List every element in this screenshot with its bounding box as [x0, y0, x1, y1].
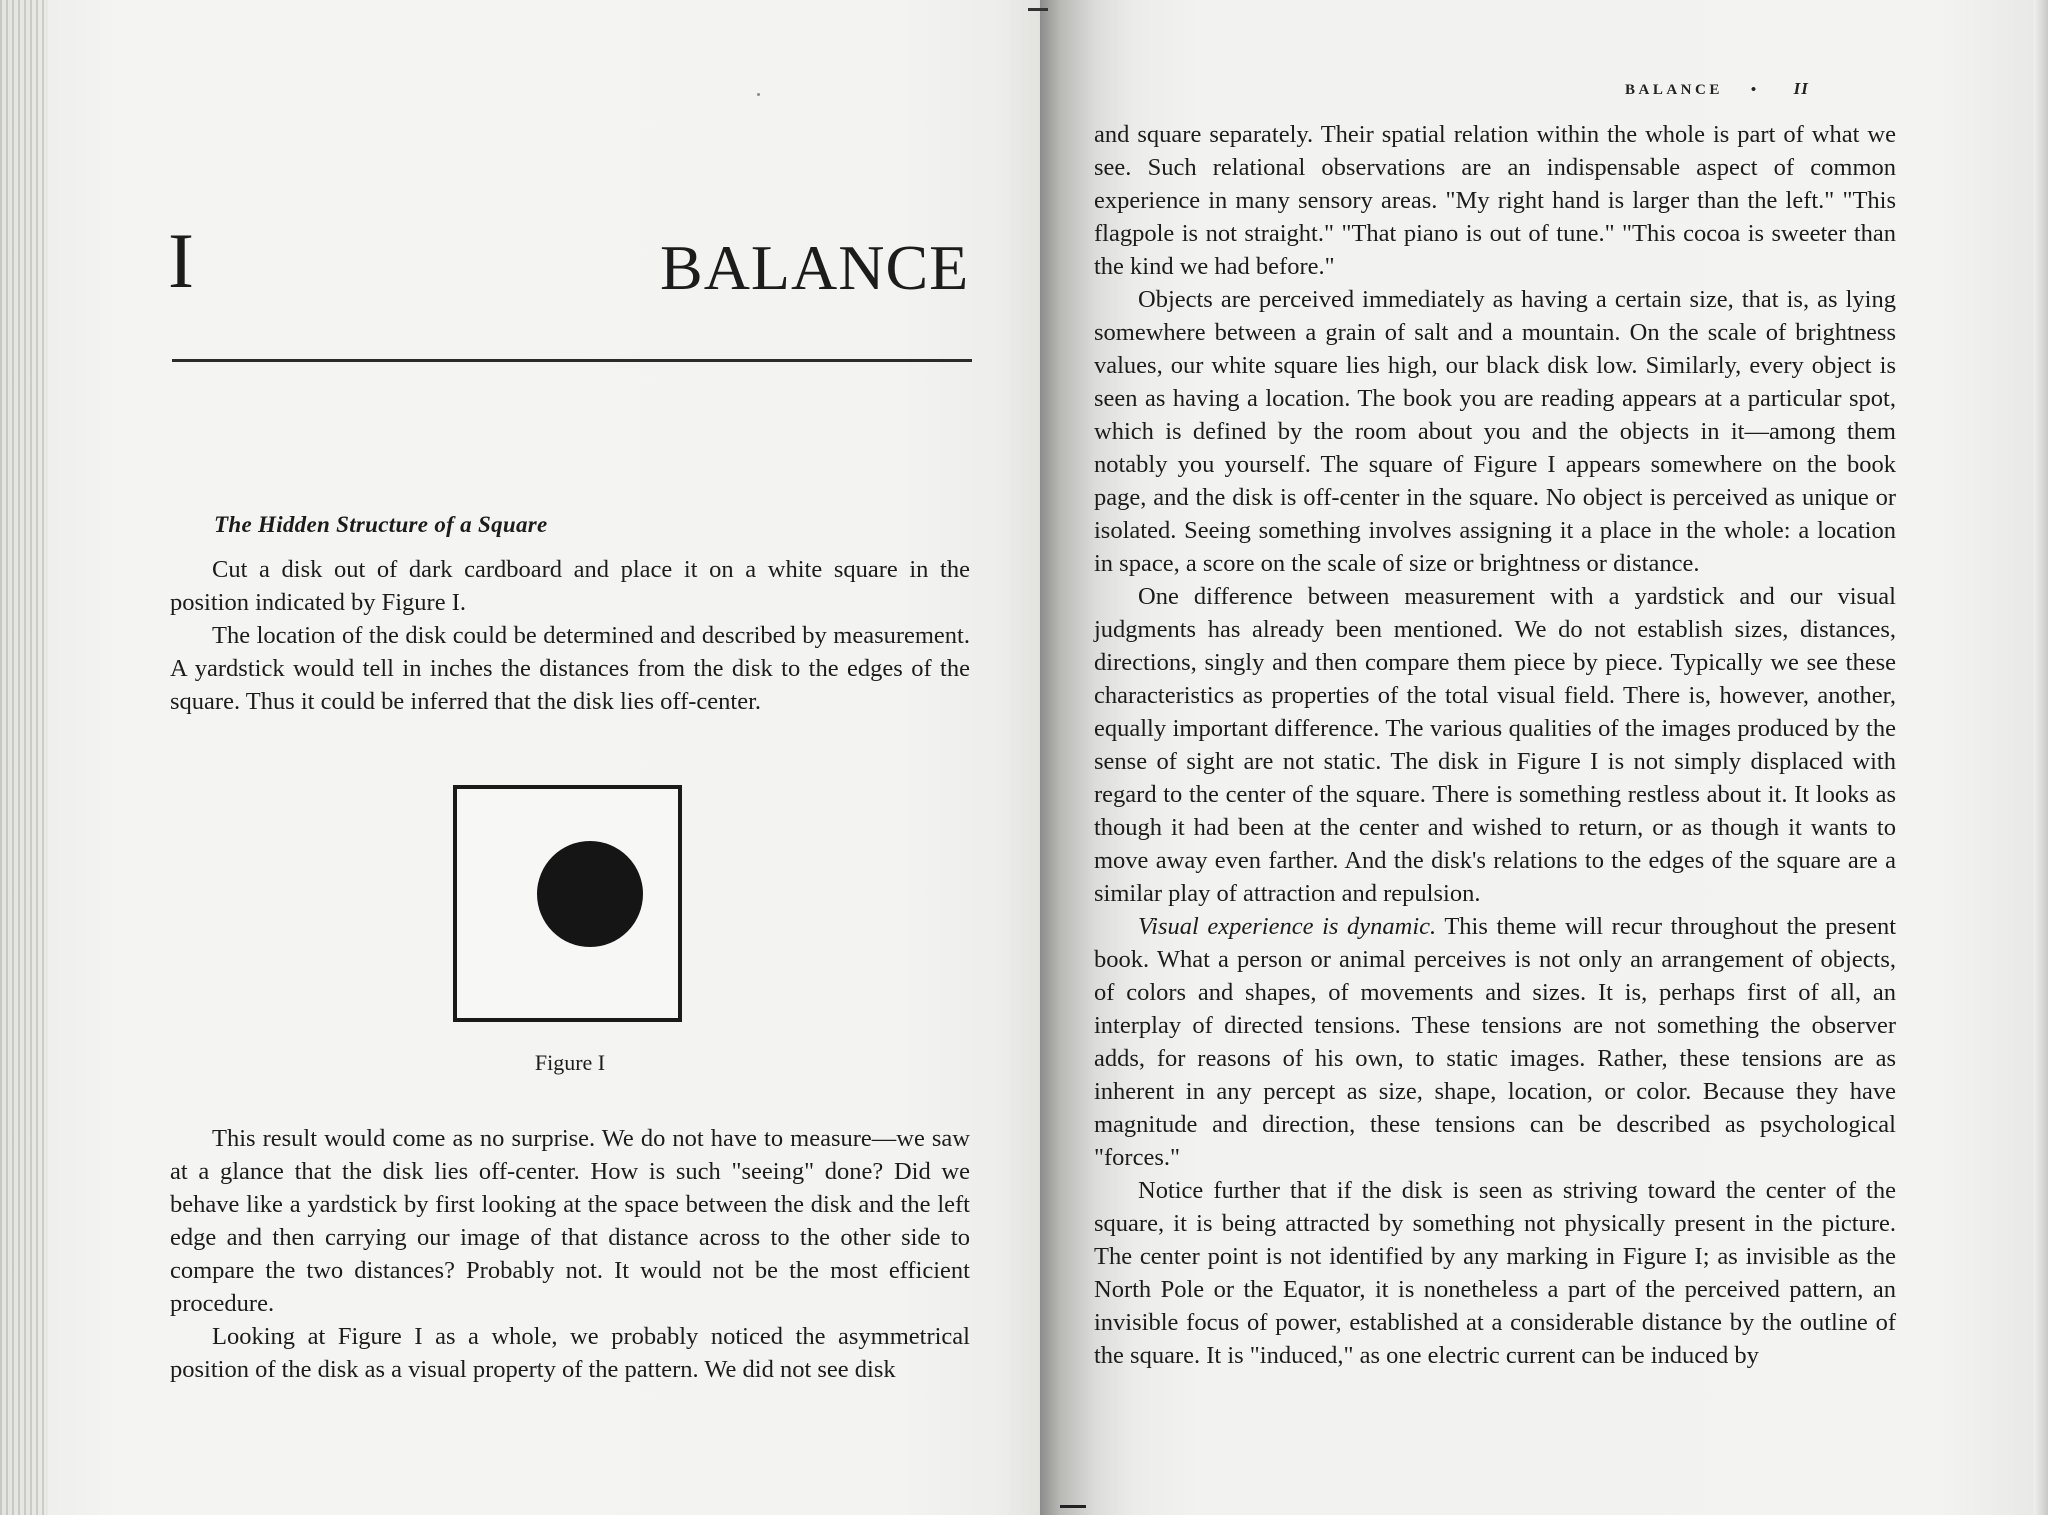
- paragraph: and square separately. Their spatial relation within the whole is part of what we see. Such relational observations are an indispensable aspect of common experience in many sensory areas. "My right hand is larger than the left." "This flagpole is not straight." "That piano is out of tune." "This cocoa is sweeter than the kind we had before.": [1094, 121, 1896, 280]
- section-subhead: The Hidden Structure of a Square: [214, 512, 548, 537]
- running-head-bullet: •: [1750, 82, 1760, 98]
- figure-disk: [537, 841, 643, 947]
- chapter-rule: [172, 359, 972, 362]
- right-text-block: [1094, 118, 1896, 1372]
- paragraph-rest: This theme will recur throughout the present book. What a person or animal perceives is not only an arrangement of objects, of colors and shapes, of movements and sizes. It is, perhaps first of all, an interplay of directed tensions. These tensions are not something the observer adds, for reasons of his own, to static images. Rather, these tensions are as inherent in any percept as size, shape, location, or color. Because they have magnitude and direction, these tensions can be described as psychological "forces.": [1094, 913, 1897, 1171]
- running-head-title: BALANCE: [1625, 82, 1723, 98]
- chapter-number: I: [168, 217, 194, 304]
- left-text-block-top: [170, 508, 970, 718]
- page-edge-stack: [0, 0, 48, 1515]
- gutter-mark: [1028, 8, 1048, 11]
- paragraph: Looking at Figure I as a whole, we probably noticed the asymmetrical position of the disk as a visual property of the pattern. We did not see disk: [170, 1323, 970, 1383]
- figure-caption: Figure I: [534, 1050, 606, 1075]
- paragraph: Notice further that if the disk is seen as striving toward the center of the square, it is being attracted by something not physically present in the picture. The center point is not identified by any marking in Figure I; as invisible as the North Pole or the Equator, it is nonetheless a part of the perceived pattern, an invisible focus of power, established at a considerable distance by the outline of the square. It is "induced," as one electric current can be induced by: [1094, 1177, 1896, 1369]
- page-number: II: [1793, 79, 1809, 98]
- gutter-mark-bottom: [1060, 1505, 1086, 1508]
- paragraph: The location of the disk could be determined and described by measurement. A yardstick would tell in inches the distances from the disk to the edges of the square. Thus it could be inferred that the disk lies off-center.: [170, 622, 970, 715]
- paragraph-dynamic: [1094, 910, 1896, 1174]
- right-page-edge: [2034, 0, 2048, 1515]
- paragraph: Cut a disk out of dark cardboard and place it on a white square in the position indicated by Figure I.: [170, 556, 970, 616]
- italic-lead: Visual experience is dynamic.: [1138, 913, 1437, 940]
- paragraph: This result would come as no surprise. We do not have to measure—we saw at a glance that the disk lies off-center. How is such "seeing" done? Did we behave like a yardstick by first looking at the space between the disk and the left edge and then carrying our image of that distance across to the other side to compare the two distances? Probably not. It would not be the most efficient procedure.: [170, 1125, 970, 1317]
- left-text-block-bottom: [170, 1122, 970, 1386]
- chapter-title: BALANCE: [660, 232, 970, 303]
- paragraph: Objects are perceived immediately as having a certain size, that is, as lying somewhere between a grain of salt and a mountain. On the scale of brightness values, our white square lies high, our black disk low. Similarly, every object is seen as having a location. The book you are reading appears at a particular spot, which is defined by the room about you and the objects in it—among them notably you yourself. The square of Figure I appears somewhere on the book page, and the disk is off-center in the square. No object is perceived as unique or isolated. Seeing something involves assigning it a place in the whole: a location in space, a score on the scale of size or brightness or distance.: [1094, 286, 1896, 577]
- page-speck: [757, 93, 760, 96]
- paragraph: One difference between measurement with a yardstick and our visual judgments has already been mentioned. We do not establish sizes, distances, directions, singly and then compare them piece by piece. Typically we see these characteristics as properties of the total visual field. There is, however, another, equally important difference. The various qualities of the images produced by the sense of sight are not static. The disk in Figure I is not simply displaced with regard to the center of the square. There is something restless about it. It looks as though it had been at the center and wished to return, or as though it wants to move away even farther. And the disk's relations to the edges of the square are a similar play of attraction and repulsion.: [1094, 583, 1896, 907]
- running-head: [1625, 79, 1809, 99]
- figure-square: [453, 785, 682, 1022]
